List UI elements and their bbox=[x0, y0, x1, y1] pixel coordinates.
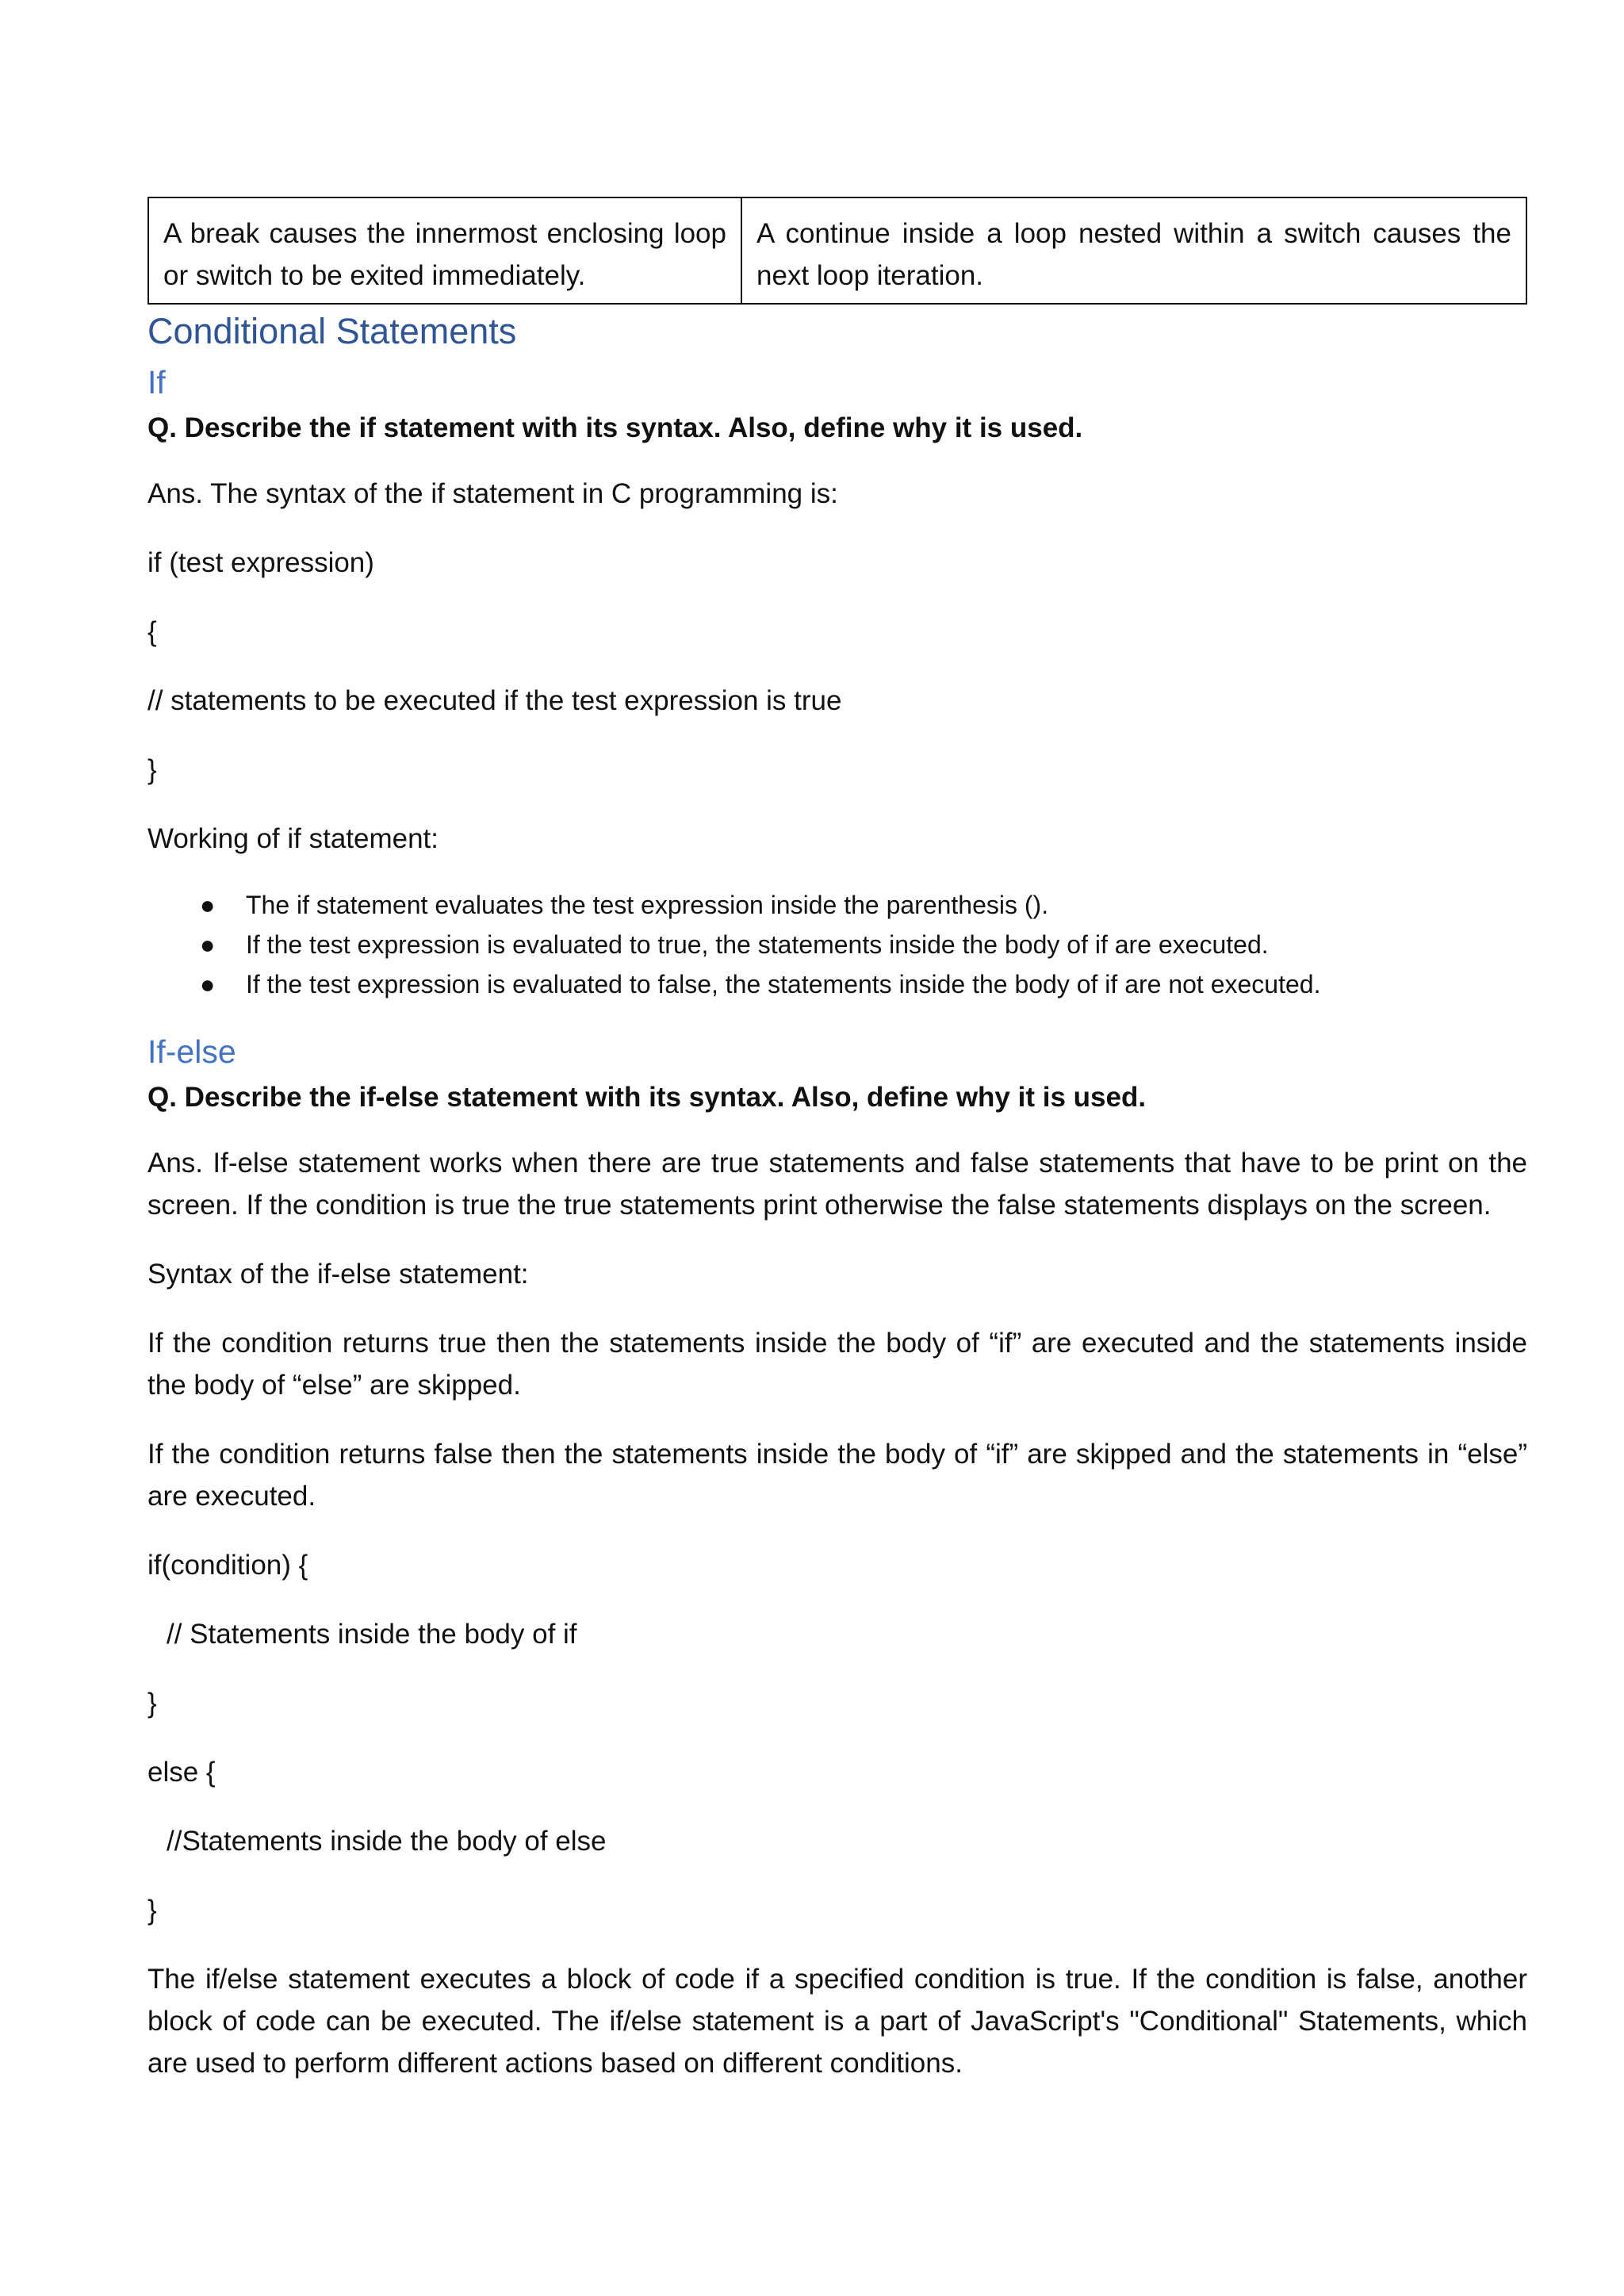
ifelse-syntax-label: Syntax of the if-else statement: bbox=[147, 1259, 529, 1290]
ifelse-code-line: if(condition) { bbox=[147, 1550, 308, 1581]
bullet-icon: ● bbox=[200, 970, 216, 999]
if-answer-intro: Ans. The syntax of the if statement in C programming is: bbox=[147, 478, 838, 509]
ifelse-code-line: } bbox=[147, 1688, 157, 1719]
document-page bbox=[147, 197, 1527, 2084]
list-item: ● If the test expression is evaluated to true, the statements inside the body of if are executed. bbox=[246, 925, 1527, 964]
if-code-line: } bbox=[147, 754, 157, 785]
section-title: Conditional Statements bbox=[147, 311, 517, 351]
ifelse-question: Q. Describe the if-else statement with its syntax. Also, define why it is used. bbox=[147, 1082, 1147, 1113]
bullet-icon: ● bbox=[200, 930, 216, 959]
ifelse-heading: If-else bbox=[147, 1033, 236, 1070]
table-row bbox=[148, 197, 1526, 304]
ifelse-code-line: //Statements inside the body of else bbox=[167, 1826, 607, 1857]
bullet-icon: ● bbox=[200, 891, 216, 919]
list-item: ● The if statement evaluates the test expression inside the parenthesis (). bbox=[246, 885, 1527, 925]
ifelse-code-line: else { bbox=[147, 1757, 216, 1788]
ifelse-para-true: If the condition returns true then the statements inside the body of “if” are executed and the statements inside the body of “else” are skipped. bbox=[147, 1328, 1527, 1401]
table-cell-break: A break causes the innermost enclosing loop or switch to be exited immediately. bbox=[148, 197, 741, 304]
if-code-line: // statements to be executed if the test expression is true bbox=[147, 685, 842, 716]
ifelse-answer: Ans. If-else statement works when there are true statements and false statements that have to be print on the screen. If the condition is true the true statements print otherwise the false statements displays on the screen. bbox=[147, 1148, 1527, 1221]
table-cell-continue: A continue inside a loop nested within a switch causes the next loop iteration. bbox=[741, 197, 1526, 304]
if-code-line: { bbox=[147, 616, 157, 647]
ifelse-para-false: If the condition returns false then the statements inside the body of “if” are skipped and the statements in “else” are executed. bbox=[147, 1439, 1527, 1512]
list-item: ● If the test expression is evaluated to false, the statements inside the body of if are not executed. bbox=[246, 964, 1527, 1004]
if-heading: If bbox=[147, 364, 166, 401]
comparison-table bbox=[147, 197, 1527, 305]
ifelse-code-line: } bbox=[147, 1895, 157, 1926]
if-question: Q. Describe the if statement with its syntax. Also, define why it is used. bbox=[147, 412, 1083, 443]
ifelse-closing: The if/else statement executes a block of code if a specified condition is true. If the condition is false, another block of code can be executed. The if/else statement is a part of JavaScript's "Conditional" Statements, which are used to perform different actions based on different conditions. bbox=[147, 1964, 1527, 2079]
if-working-label: Working of if statement: bbox=[147, 823, 439, 854]
if-code-line: if (test expression) bbox=[147, 547, 374, 578]
ifelse-code-line: // Statements inside the body of if bbox=[167, 1619, 577, 1650]
if-working-list bbox=[147, 885, 1527, 1004]
